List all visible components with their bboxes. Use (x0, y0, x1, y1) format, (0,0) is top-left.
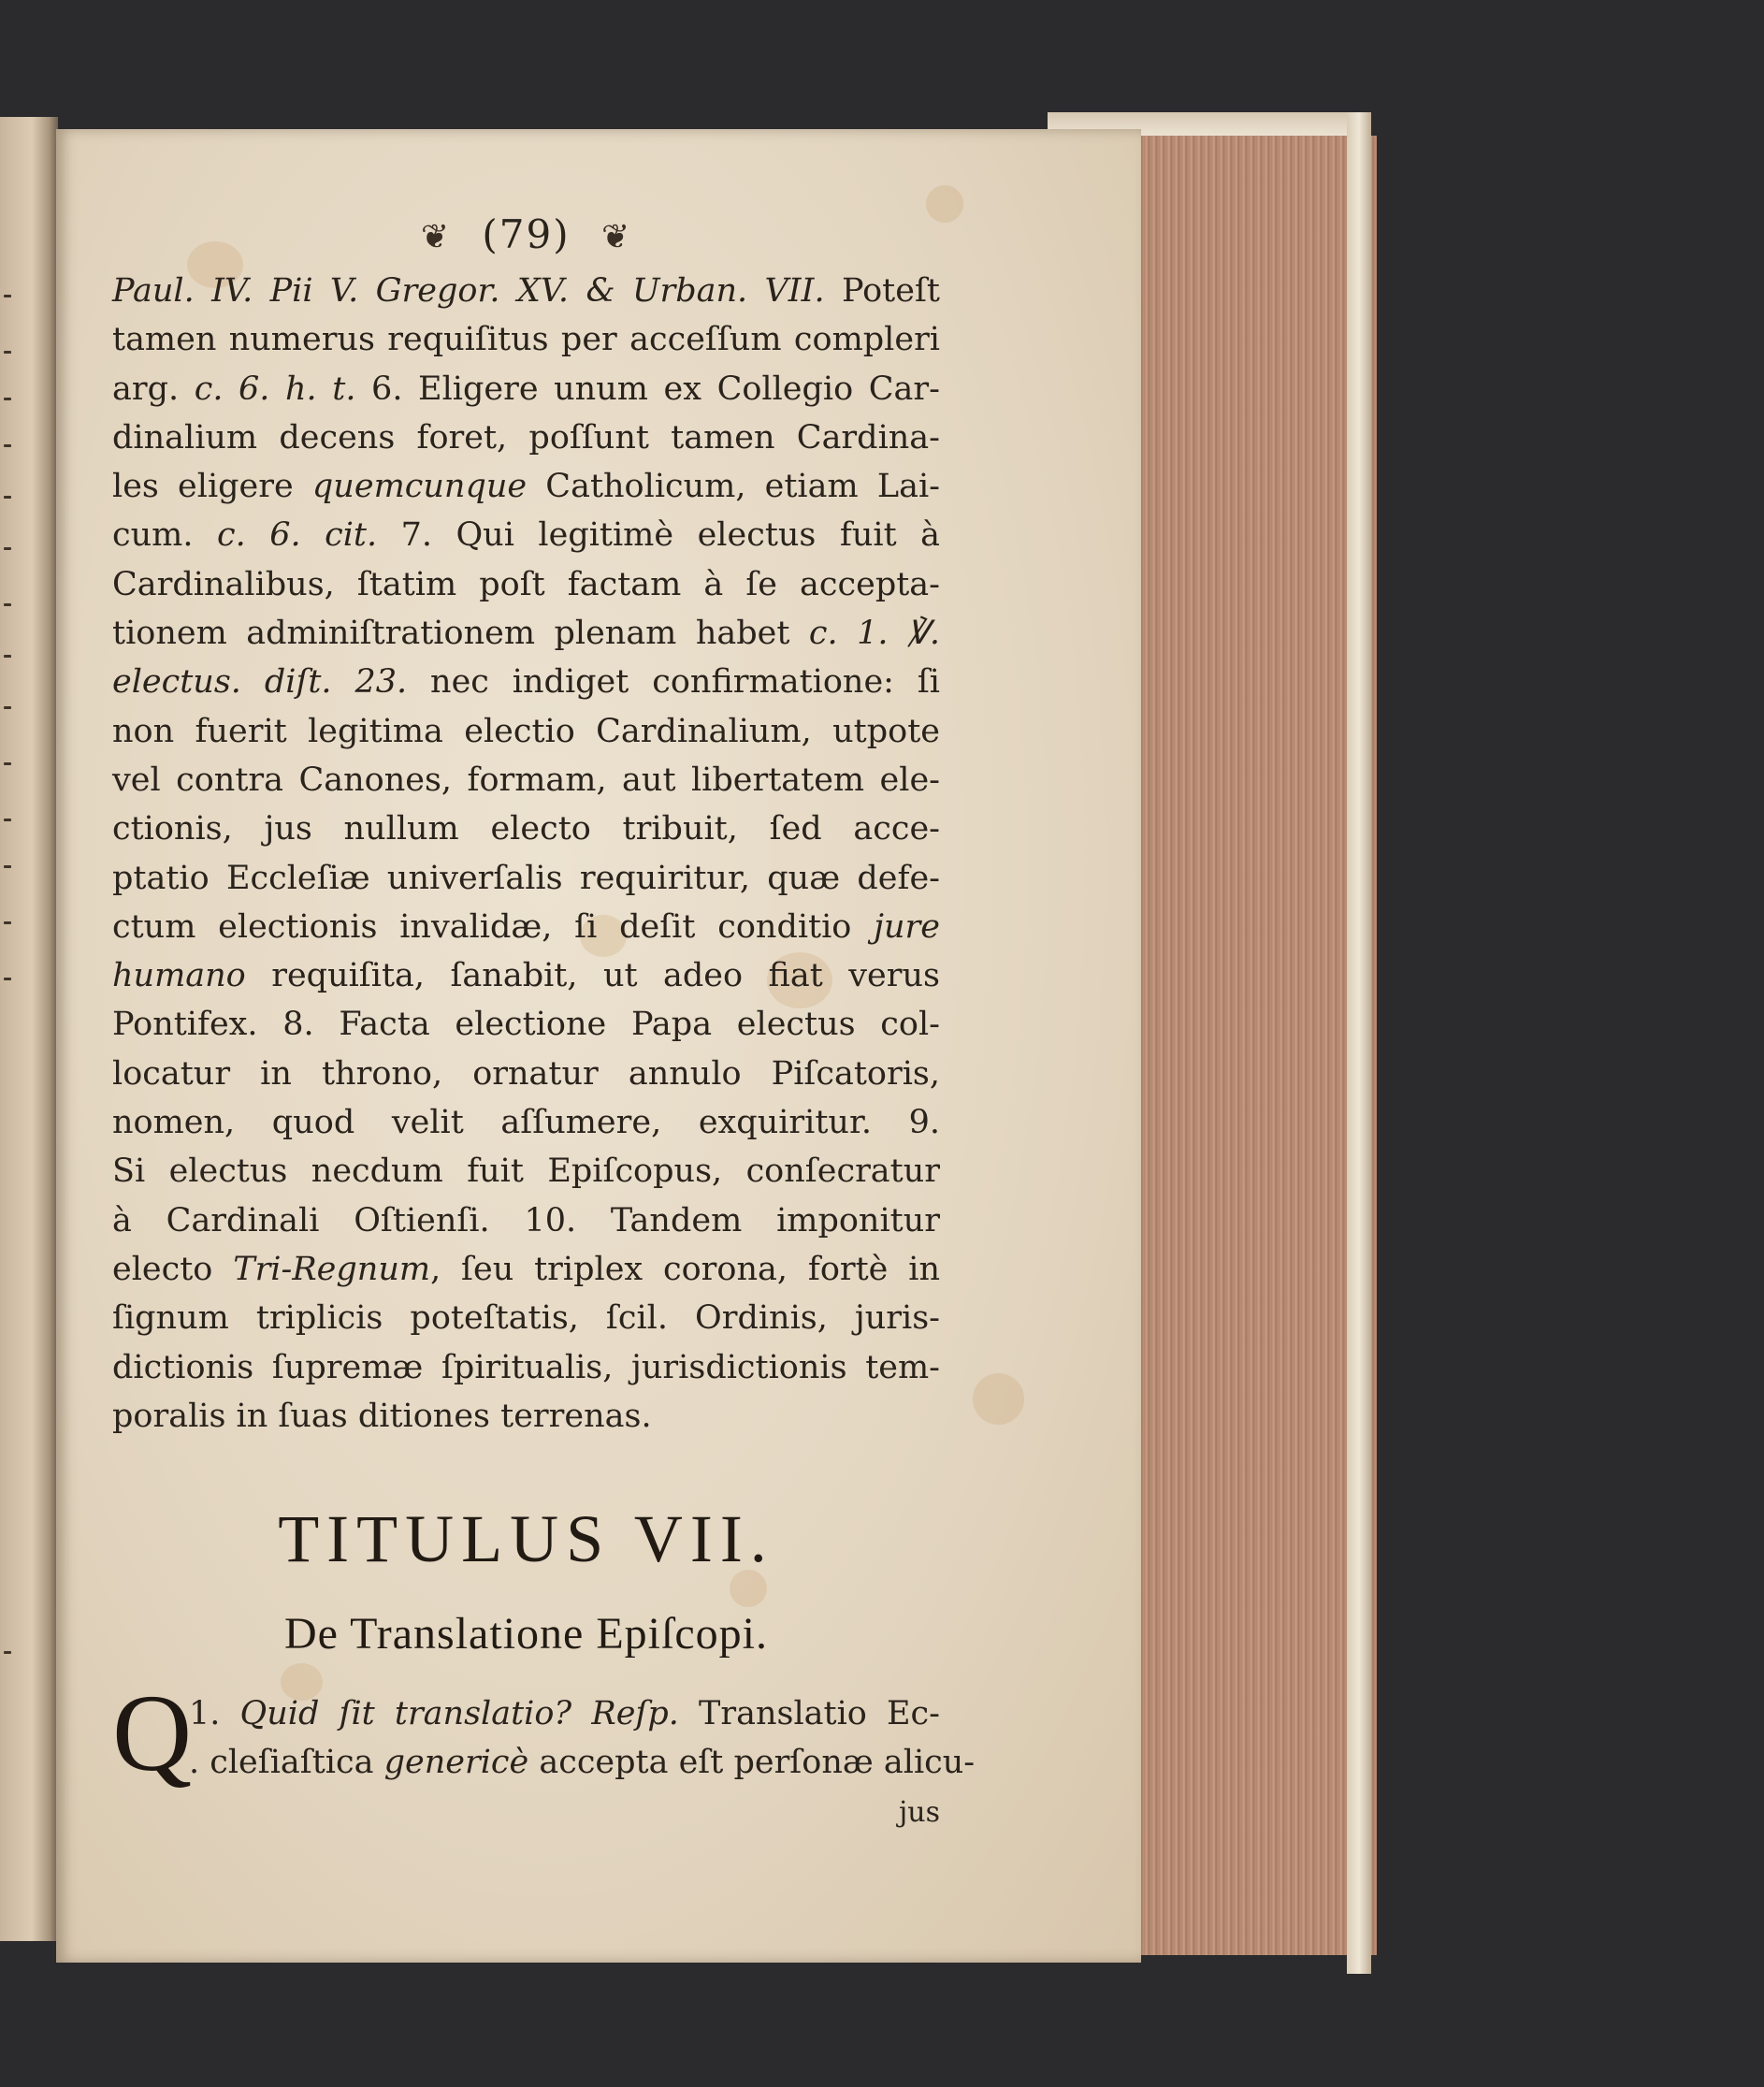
fleuron-left-icon: ❦ (420, 218, 452, 256)
page-block-edge (1127, 136, 1377, 1955)
text-line: vel contra Canones, formam, aut libertatem ele- (112, 761, 940, 799)
fleuron-right-icon: ❦ (600, 218, 632, 256)
text-line: Cardinalibus, ſtatim poſt factam à ſe accepta- (112, 565, 940, 603)
text-line: electo Tri-Regnum, ſeu triplex corona, fortè in (112, 1250, 940, 1288)
body-text (112, 267, 940, 1441)
text-line: dinalium decens foret, poſſunt tamen Cardina- (112, 418, 940, 457)
text-line: ctionis, jus nullum electo tribuit, ſed acce- (112, 810, 940, 848)
left-facing-page (0, 117, 58, 1941)
text-line: cum. c. 6. cit. 7. Qui legitimè electus fuit à (112, 516, 941, 555)
page-number: (79) (482, 211, 571, 257)
question-paragraph (112, 1672, 976, 1843)
page-content (112, 211, 976, 1843)
section-subheading: De Translatione Epiſcopi. (284, 1609, 768, 1659)
text-line: ptatio Eccleſiæ univerſalis requiritur, quæ defe- (112, 859, 940, 897)
text-line: non fuerit legitima electio Cardinalium, utpote (112, 712, 940, 750)
text-line: ctum electionis invalidæ, ſi deſit conditio jure (112, 907, 940, 946)
text-line: tamen numerus requiſitus per acceſſum compleri (112, 321, 940, 359)
drop-cap: Q (112, 1672, 193, 1795)
text-line: ſignum triplicis poteſtatis, ſcil. Ordinis, juris- (112, 1299, 940, 1338)
section-heading: TITULUS VII. (278, 1501, 774, 1577)
text-line: electus. diſt. 23. nec indiget confirmatione: ſi (112, 663, 941, 702)
catchword: jus (898, 1796, 940, 1830)
text-line: locatur in throno, ornatur annulo Piſcatoris, (112, 1054, 940, 1093)
text-line: tionem adminiſtrationem plenam habet c. 1. ℣. (112, 615, 940, 653)
book-cover-edge (1347, 112, 1371, 1974)
text-line: nomen, quod velit aſſumere, exquiritur. 9. (112, 1104, 940, 1142)
text-line: à Cardinali Oſtienſi. 10. Tandem imponitur (112, 1201, 940, 1239)
left-page-text-remnants (4, 295, 22, 1791)
text-line: Si electus necdum fuit Epiſcopus, conſecratur (112, 1152, 940, 1191)
text-line: Pontifex. 8. Facta electione Papa electus col- (112, 1006, 940, 1044)
text-line: les eligere quemcunque Catholicum, etiam Lai- (112, 468, 940, 506)
text-line: humano requiſita, ſanabit, ut adeo fiat verus (112, 957, 940, 995)
text-line: dictionis ſupremæ ſpiritualis, jurisdictionis tem- (112, 1348, 940, 1386)
text-line: arg. c. 6. h. t. 6. Eligere unum ex Collegio Car- (112, 370, 940, 408)
text-line: 1. Quid ſit translatio? Reſp. Translatio Ec- (189, 1695, 940, 1733)
question-text (189, 1689, 976, 1787)
text-line: . cleſiaſtica genericè accepta eſt perſonæ alicu- (189, 1744, 976, 1782)
running-header (112, 211, 940, 257)
text-line: Paul. IV. Pii V. Gregor. XV. & Urban. VII. Poteſt (112, 272, 940, 310)
text-line: poralis in ſuas ditiones terrenas. (112, 1397, 652, 1435)
